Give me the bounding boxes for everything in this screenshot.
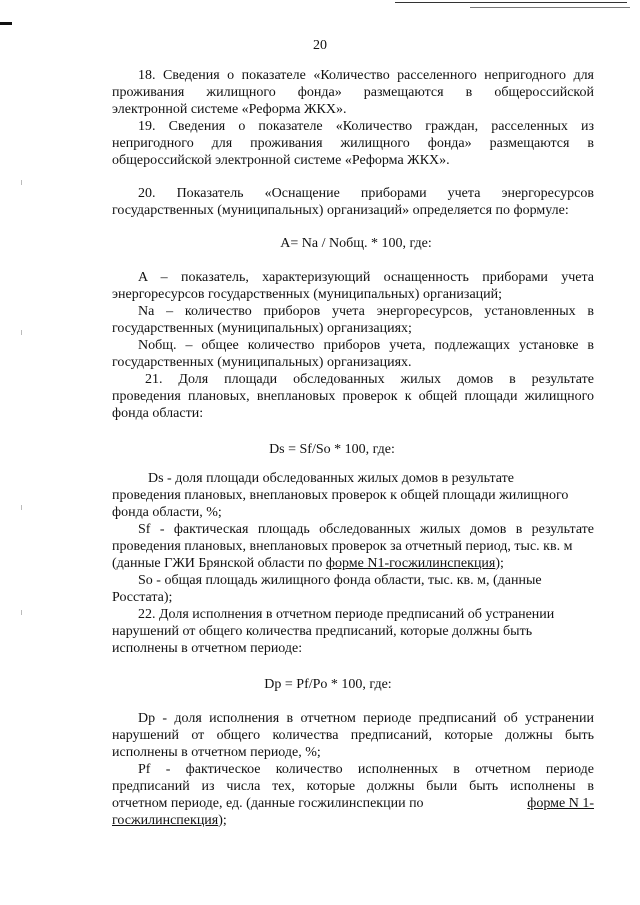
definition-A-line-2: энергоресурсов государственных (муниципальных) организаций;: [112, 287, 503, 302]
scan-margin-dot: [21, 505, 22, 510]
definition-Nobsch-line-2: государственных (муниципальных) организациях.: [112, 355, 412, 370]
scan-margin-dot: [21, 610, 22, 615]
paragraph-22-line-1: 22. Доля исполнения в отчетном периоде предписаний об устранении: [138, 607, 555, 622]
paragraph-18-line-3: электронной системе «Реформа ЖКХ».: [112, 102, 347, 117]
definition-Na-line-1: Na – количество приборов учета энергоресурсов, установленных в: [138, 304, 594, 319]
paragraph-19-line-2: непригодного для проживания жилищного фонда» размещаются в: [112, 136, 594, 151]
definition-Ds-line-1: Ds - доля площади обследованных жилых домов в результате: [148, 471, 514, 486]
definition-Sf-end: );: [495, 556, 504, 571]
definition-Sf-text: (данные ГЖИ Брянской области по: [112, 556, 326, 571]
paragraph-19-line-1: 19. Сведения о показателе «Количество граждан, расселенных из: [138, 119, 594, 134]
paragraph-19-line-3: общероссийской электронной системе «Реформа ЖКХ».: [112, 153, 450, 168]
paragraph-21-line-3: фонда области:: [112, 406, 204, 421]
form-n1-link-part1[interactable]: форме N 1-: [527, 796, 594, 811]
definition-Sf-line-3: [112, 556, 504, 572]
definition-Pf-end: );: [218, 813, 227, 828]
definition-Pf-line-4: [112, 813, 227, 829]
page-number: 20: [313, 38, 327, 53]
paragraph-20-line-2: государственных (муниципальных) организаций» определяется по формуле:: [112, 203, 569, 218]
formula-Ds: Ds = Sf/So * 100, где:: [269, 442, 395, 457]
definition-A-line-1: A – показатель, характеризующий оснащенность приборами учета: [138, 270, 594, 285]
paragraph-21-line-1: 21. Доля площади обследованных жилых домов в результате: [145, 372, 594, 387]
scan-edge-mark: [0, 22, 12, 25]
definition-Pf-line-2: предписаний из числа тех, которые должны были быть исполнены в: [112, 779, 594, 794]
scan-top-rule-secondary: [470, 7, 630, 8]
definition-Pf-text: отчетном периоде, ед. (данные госжилинспекции по: [112, 796, 424, 811]
scan-top-rule: [395, 2, 627, 3]
formula-A: A= Na / Nобщ. * 100, где:: [280, 236, 432, 251]
paragraph-21-line-2: проведения плановых, внеплановых проверок к общей площади жилищного: [112, 389, 594, 404]
paragraph-22-line-2: нарушений от общего количества предписаний, которые должны быть: [112, 624, 533, 639]
definition-Dp-line-1: Dp - доля исполнения в отчетном периоде предписаний об устранении: [138, 711, 594, 726]
paragraph-20-line-1: 20. Показатель «Оснащение приборами учета энергоресурсов: [138, 186, 594, 201]
definition-Dp-line-2: нарушений от общего количества предписаний, которые должны быть: [112, 728, 594, 743]
definition-Pf-line-3: [112, 796, 594, 812]
definition-So-line-2: Росстата);: [112, 590, 173, 605]
definition-Ds-line-2: проведения плановых, внеплановых проверок к общей площади жилищного: [112, 488, 569, 503]
form-n1-link-part2[interactable]: госжилинспекция: [112, 813, 219, 828]
definition-Sf-line-2: проведения плановых, внеплановых проверок за отчетный период, тыс. кв. м: [112, 539, 573, 554]
definition-Na-line-2: государственных (муниципальных) организациях;: [112, 321, 412, 336]
definition-Ds-line-3: фонда области, %;: [112, 505, 222, 520]
formula-Dp: Dp = Pf/Po * 100, где:: [264, 677, 392, 692]
form-n1-link[interactable]: форме N1-госжилинспекция: [325, 556, 496, 571]
scan-margin-dot: [21, 180, 22, 185]
definition-Sf-line-1: Sf - фактическая площадь обследованных жилых домов в результате: [138, 522, 594, 537]
definition-So-line-1: So - общая площадь жилищного фонда области, тыс. кв. м, (данные: [138, 573, 542, 588]
definition-Nobsch-line-1: Nобщ. – общее количество приборов учета, подлежащих установке в: [138, 338, 594, 353]
scan-margin-dot: [21, 330, 22, 335]
paragraph-18-line-1: 18. Сведения о показателе «Количество расселенного непригодного для: [138, 68, 594, 83]
definition-Pf-line-1: Pf - фактическое количество исполненных в отчетном периоде: [138, 762, 594, 777]
definition-Dp-line-3: исполнены в отчетном периоде, %;: [112, 745, 321, 760]
paragraph-18-line-2: проживания жилищного фонда» размещаются в общероссийской: [112, 85, 594, 100]
paragraph-22-line-3: исполнены в отчетном периоде:: [112, 641, 303, 656]
